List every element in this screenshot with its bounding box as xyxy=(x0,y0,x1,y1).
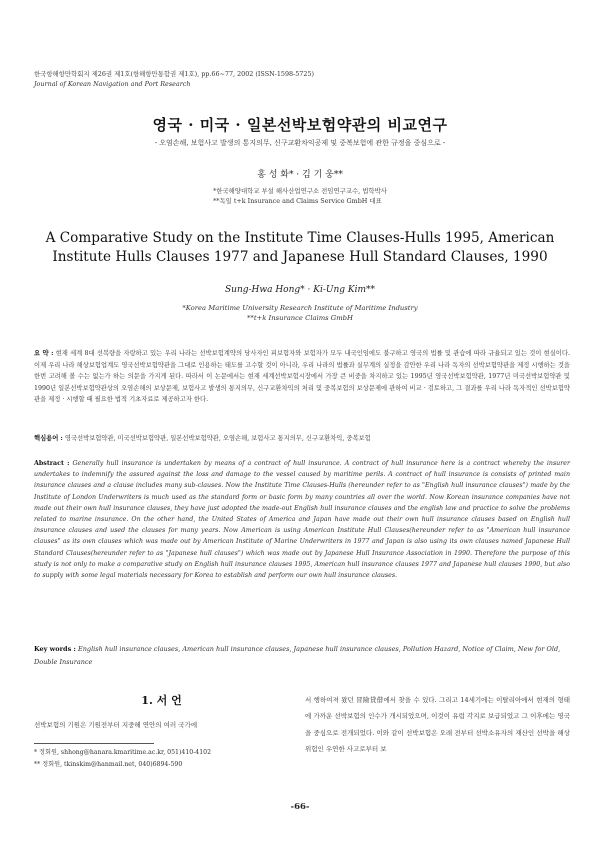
english-keywords xyxy=(34,643,570,668)
english-title-line-1: A Comparative Study on the Institute Time Clauses-Hulls 1995, American xyxy=(45,230,555,246)
footnotes xyxy=(34,747,211,770)
body-text-left-column: 선박보험의 기원은 기원전부터 지중해 연안의 여러 국가에 xyxy=(34,721,198,729)
english-keywords-label: Key words : xyxy=(34,645,76,653)
footnote-2: ** 정회원, tkinskim@hanmail.net, 040)6894-590 xyxy=(34,760,183,768)
english-affiliation-1: *Korea Maritime University Research Institute of Maritime Industry xyxy=(182,304,418,312)
english-keywords-text: English hull insurance clauses, American hull insurance clauses, Japanese hull insurance clauses, Pollution Hazard, Notice of Claim, New for Old, Double Insurance xyxy=(34,645,561,666)
english-title-line-2: Institute Hulls Clauses 1977 and Japanese Hull Standard Clauses, 1990 xyxy=(52,249,548,265)
korean-abstract-text: 현재 세계 8대 선복량을 자랑하고 있는 우리 나라는 선박보험계약의 당사자인 피보험자와 보험자가 모두 내국인임에도 불구하고 영국의 법률 및 관습에 따라 규율되고 있는 것이 현실이다. 이제 우리 나라 해상보험업계도 영국선박보험약관을 그대로 인용하는 태도를 고수할 것이 아니라, 우리 나라의 법률과 실무계의 실정을 감안한 우리 나라 독자의 선박보험약관을 제정 시행하는 것을 한번 고려해 볼 수는 없는가 하는 의문을 가지게 된다. 따라서 이 논문에서는 현재 세계선박보험시장에서 가장 큰 비중을 차지하고 있는 1995년 영국선박보험약관, 1977년 미국선박보험약관 및 1990년 일본선박보험약관상의 오염손해의 보상문제, 보험사고 발생의 통지의무, 신구교환차익의 처리 및 중복보험의 보상문제에 관하여 비교 · 검토하고, 그 결과를 우리 나라 독자적인 선박보험약관을 제정 · 시행할 때 필요한 법적 기초자료로 제공하고자 한다. xyxy=(34,350,570,404)
footnote-1: * 정회원, shhong@hanara.kmaritime.ac.kr, 051)410-4102 xyxy=(34,749,212,756)
korean-keywords-text: 영국선박보험약관, 미국선박보험약관, 일본선박보험약관, 오염손해, 보험사고 통지의무, 신구교환차익, 중복보험 xyxy=(64,435,371,442)
journal-reference-english: Journal of Korean Navigation and Port Research xyxy=(34,79,191,88)
section-heading: 1. 서 언 xyxy=(141,694,182,707)
english-authors: Sung-Hwa Hong* · Ki-Ung Kim** xyxy=(224,285,376,295)
english-abstract-label: Abstract : xyxy=(34,460,70,467)
korean-keywords xyxy=(34,433,570,442)
english-affiliations xyxy=(0,303,600,323)
english-title xyxy=(0,229,600,267)
english-affiliation-2: **t+k Insurance Claims GmbH xyxy=(247,314,353,322)
english-abstract-text: Generally hull insurance is undertaken by means of a contract of hull insurance. A contract of hull insurance here is a contract whereby the insurer undertakes to indemnify the assured against the loss and damage to the vessel caused by maritime perils. A contract of hull insurance is consists of printed main insurance clauses and a clause includes many sub-clauses. Now the Institute Time Clauses-Hulls (hereunder refer to as "English hull insurance clauses") made by the Institute of London Underwriters is much used as the standard form or basic form by many countries all over the world. Now Korean insurance companies have not made out their own hull insurance clauses, they have just adopted the made-out English hull insurance clauses and the english law and practice to solve the problems related to marine insurance. On the other hand, the United States of America and Japan have made out their own hull insurance clauses based on English hull insurance clauses and used the clauses for many years. Now American is using American Institute Hull Clauses(hereunder refer to as "American hull insurance clauses" as its own clauses which was made out by American Institute of Marine Underwriters in 1977 and Japan is also using its own clauses named Japanese Hull Standard Clauses(hereunder refer to as "Japanese hull clauses") which was made out by Japanese Hull Insurance Association in 1990. Therefore the purpose of this study is not only to make a comparative study on English hull insurance clauses 1995, American hull insurance clauses 1977 and Japanese hull clauses 1990, but also to supply with some legal materials necessary for Korea to establish and perform our own hull insurance clauses. xyxy=(34,460,570,580)
korean-keywords-label: 핵심용어 : xyxy=(34,435,63,442)
english-abstract xyxy=(34,458,570,581)
korean-abstract xyxy=(34,348,570,406)
footnote-divider xyxy=(34,743,154,744)
korean-affiliations xyxy=(213,186,387,206)
journal-reference xyxy=(34,70,314,89)
journal-reference-korean: 한국항해항만학회지 제26권 제1호(항해항만통합권 제1호), pp.66~77, 2002 (ISSN-1598-5725) xyxy=(34,70,315,78)
korean-affiliation-1: *한국해양대학교 부설 해사산업연구소 전임연구교수, 법학박사 xyxy=(213,187,387,195)
page-number: -66- xyxy=(290,802,310,812)
korean-affiliation-2: **독일 t+k Insurance and Claims Service GmbH 대표 xyxy=(213,197,382,205)
korean-abstract-label: 요 약 : xyxy=(34,350,54,357)
korean-subtitle: - 오염손해, 보험사고 발생의 통지의무, 신구교환차익공제 및 중복보험에 관한 규정을 중심으로 - xyxy=(154,139,446,147)
body-text-right-column: 서 행하여져 왔던 冒險貸借에서 찾을 수 있다. 그리고 14세기에는 이탈리아에서 현재의 형태에 가까운 선박보험의 인수가 개시되었으며, 이것이 유럽 각지로 보급되었고 그 이후에는 영국을 중심으로 전개되었다. 이와 같이 선박보험은 오래 전부터 선박소유자의 재산인 선박을 해상위험인 우연한 사고로부터 보 xyxy=(305,696,570,753)
korean-title: 영국 · 미국 · 일본선박보험약관의 비교연구 xyxy=(152,116,448,134)
korean-authors: 홍 성 화* · 김 기 웅** xyxy=(257,170,343,180)
